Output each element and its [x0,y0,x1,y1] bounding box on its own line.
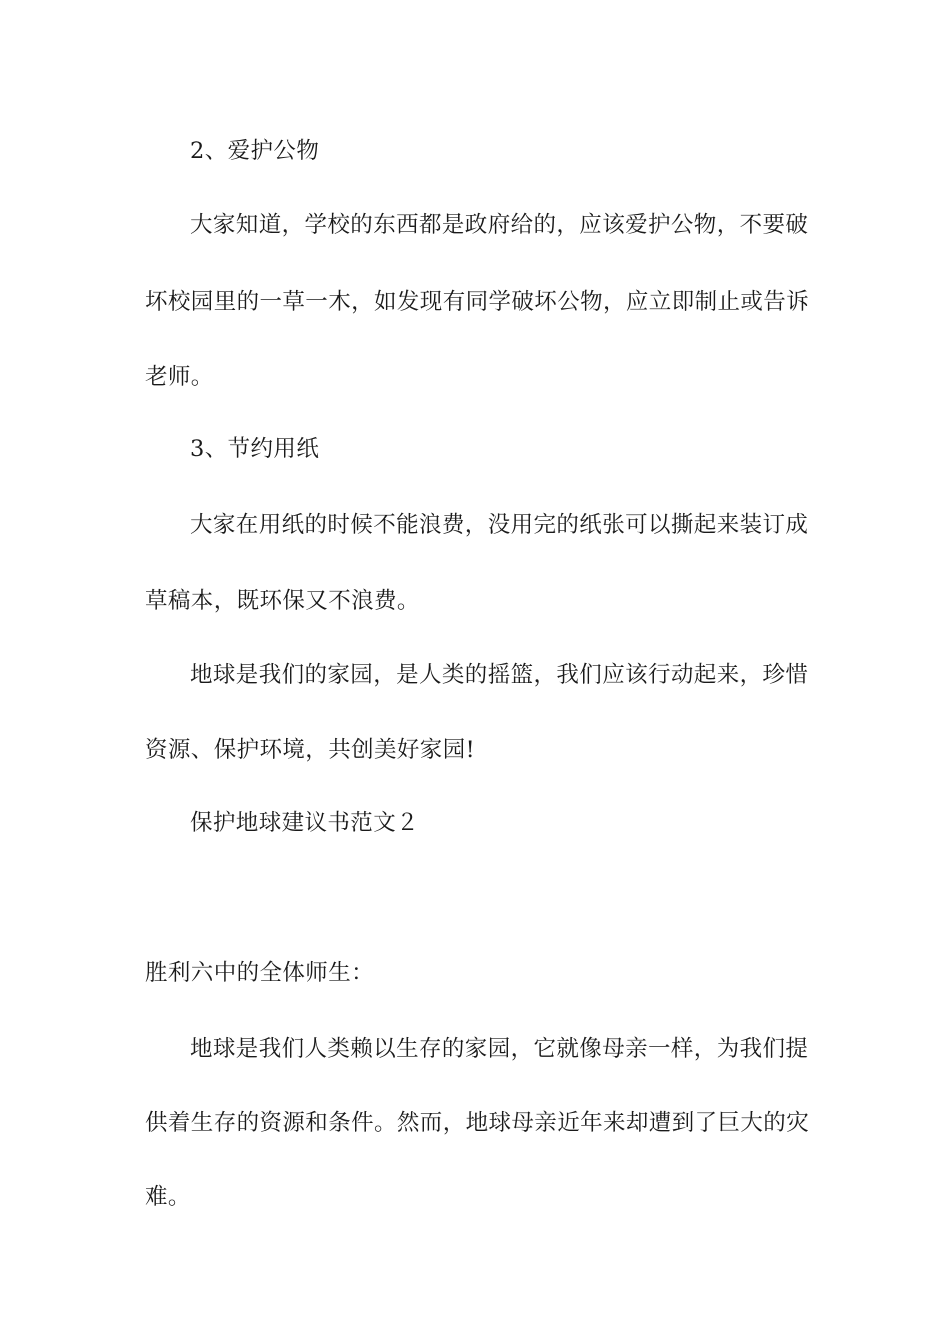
paragraph-line: 供着生存的资源和条件。然而，地球母亲近年来却遭到了巨大的灾 [145,1110,810,1136]
salutation: 胜利六中的全体师生： [145,960,375,986]
paragraph-line: 大家知道，学校的东西都是政府给的，应该爱护公物，不要破 [190,212,809,238]
paragraph-line: 草稿本，既环保又不浪费。 [145,588,420,614]
paragraph-line: 难。 [145,1184,191,1210]
section-heading-save-paper: 3、节约用纸 [190,436,320,462]
paragraph-line: 坏校园里的一草一木，如发现有同学破坏公物，应立即制止或告诉 [145,289,810,315]
paragraph-line: 老师。 [145,364,214,390]
paragraph-line: 资源、保护环境，共创美好家园! [145,737,476,763]
paragraph-line: 地球是我们人类赖以生存的家园，它就像母亲一样，为我们提 [190,1036,809,1062]
section-heading-protect-property: 2、爱护公物 [190,138,320,164]
paragraph-line: 大家在用纸的时候不能浪费，没用完的纸张可以撕起来装订成 [190,512,809,538]
paragraph-line: 地球是我们的家园，是人类的摇篮，我们应该行动起来，珍惜 [190,662,809,688]
sample-title: 保护地球建议书范文２ [190,810,420,836]
